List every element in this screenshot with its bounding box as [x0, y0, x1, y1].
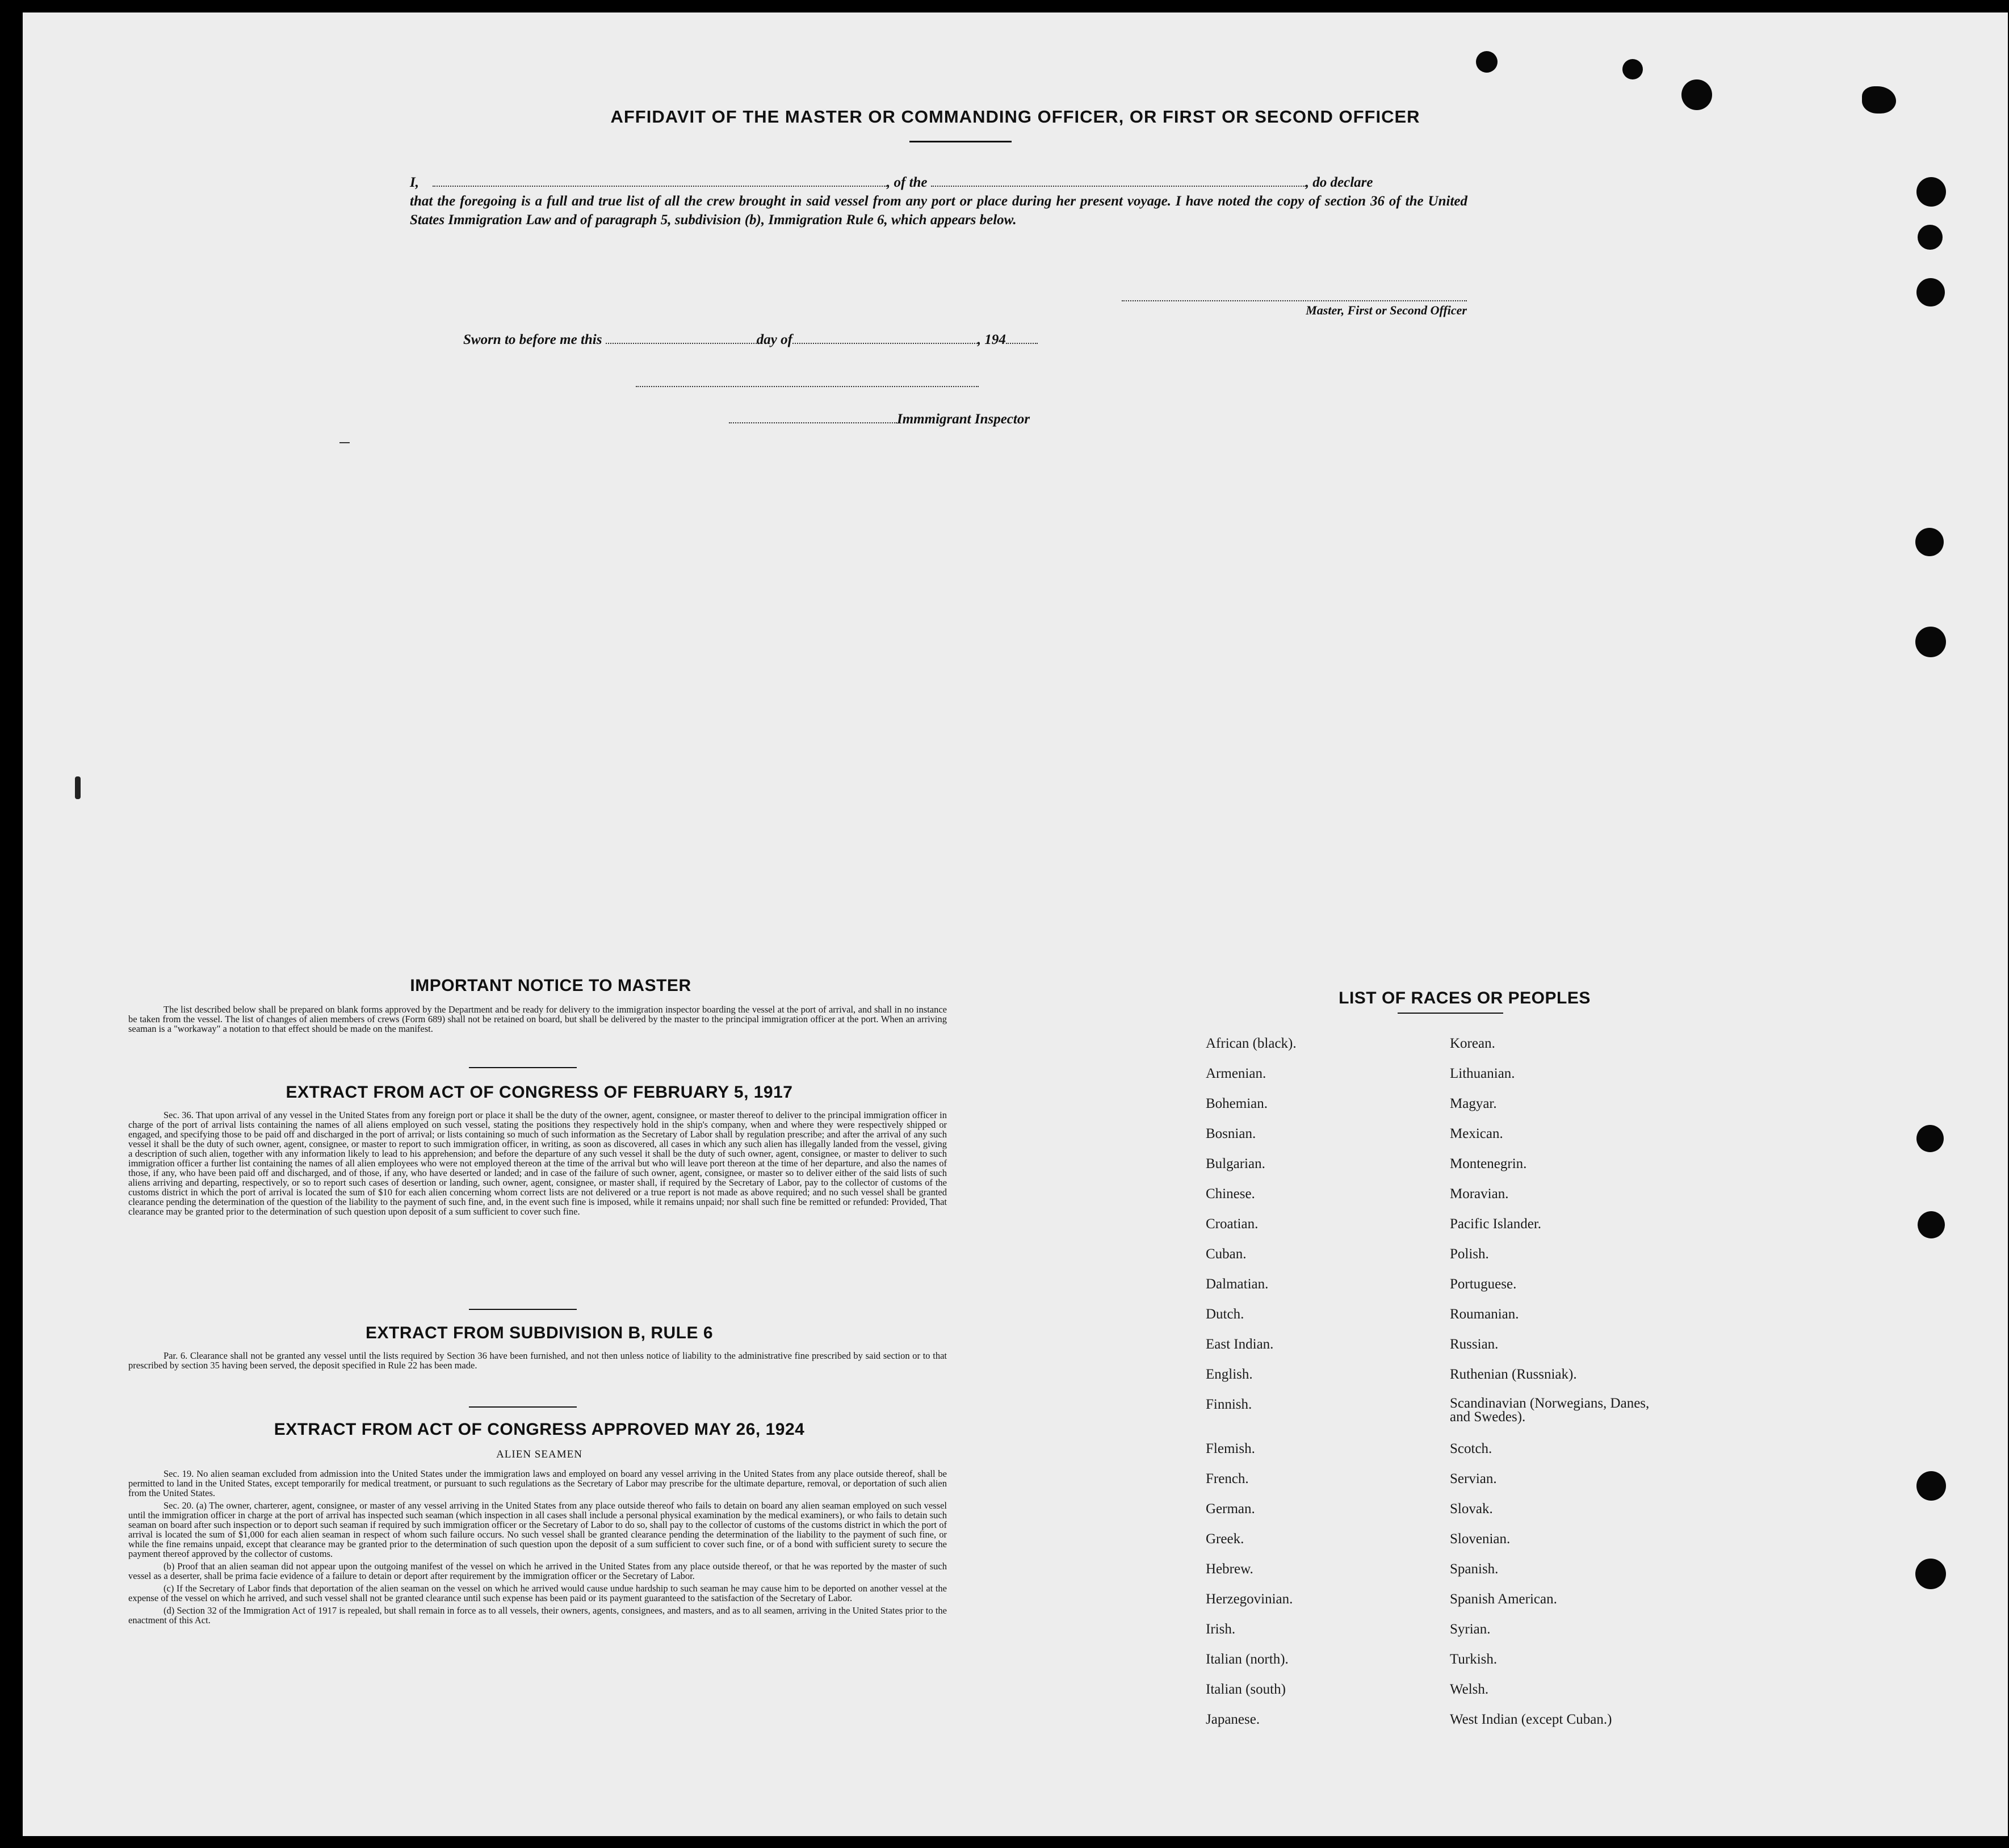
punch-hole [1915, 528, 1944, 556]
races-title-rule [1398, 1013, 1503, 1014]
race-item: Hebrew. [1206, 1561, 1253, 1577]
race-item: Armenian. [1206, 1066, 1266, 1081]
punch-hole [1918, 1211, 1945, 1238]
extract-1917-paragraph: Sec. 36. That upon arrival of any vessel in the United States from any foreign port or place it shall be the duty of the owner, agent, consignee, or master thereof to deliver to the principal immigration officer in charge of the port of arrival lists containing the names of all aliens employed on such vessel, stating the positions they respectively hold in the ship's company, when and where they were respectively shipped or engaged, and specifying those to be paid off and discharged in the port of arrival; or lists containing so much of such information as the Secretary of Labor shall by regulation prescribe; and after the arrival of any such vessel it shall be the duty of such owner, agent, consignee, or master to report to such immigration officer, in writing, as soon as discovered, all cases in which any such alien has illegally landed from the vessel, giving a description of such alien, together with any information likely to lead to his apprehension; and before the departure of any such vessel it shall be the duty of such owner, agent, consignee, or master to deliver to such immigration officer a further list containing the names of all alien employees who were not employed thereon at the time of the arrival but who will leave port thereon at the time of her departure, and also the names of those, if any, who have been paid off and discharged, and of those, if any, who have deserted or landed; and in case of the failure of such owner, agent, consignee, or master so to deliver either of the said lists of such aliens arriving and departing, respectively, or so to report such cases of desertion or landing, such owner, agent, consignee, or master shall, if required by the Secretary of Labor, pay to the collector of customs of the customs district in which the port of arrival is located the sum of $10 for each alien concerning whom correct lists are not delivered or a true report is not made as above required; and no such vessel shall be granted clearance pending the determination of the question of the liability to the payment of such fine, and, in the event such fine is imposed, while it remains unpaid; nor shall such fine be remitted or refunded: Provided, That clearance may be granted prior to the determination of such question upon deposit of a sum sufficient to cover such fine. [128, 1110, 947, 1217]
race-item: Montenegrin. [1450, 1156, 1527, 1171]
notice-text [128, 1005, 947, 1036]
race-item: Bulgarian. [1206, 1156, 1265, 1171]
race-item: German. [1206, 1501, 1255, 1517]
extract-1924-paragraph: (c) If the Secretary of Labor finds that deportation of the alien seaman on the vessel on which he arrived would cause undue hardship to such seaman he may cause him to be deported on another vessel at the expense of the vessel on which he arrived, and such vessel shall not be granted clearance until such expense has been paid or its payment guaranteed to the satisfaction of the Secretary of Labor. [128, 1583, 947, 1603]
section-rule [469, 1406, 577, 1408]
section-rule [469, 1309, 577, 1310]
witness-signature-line[interactable] [636, 386, 979, 387]
extract-rule6-text [128, 1351, 947, 1373]
race-item: Chinese. [1206, 1186, 1255, 1202]
title-rule [909, 141, 1012, 142]
extract-1924-paragraph: Sec. 20. (a) The owner, charterer, agent, consignee, or master of any vessel arriving in the United States from any place outside thereof who fails to detain on board any alien seaman employed on such vessel until the immigration officer in charge at the port of arrival has inspected such seaman (which inspection in all cases shall include a personal physical examination by the medical examiners), or who fails to detain such seaman on board after such inspection or to deport such seaman if required by such immigration officer or the Secretary of Labor to do so, shall pay to the collector of customs of the customs district in which the port of arrival is located the sum of $1,000 for each alien seaman in respect of whom such failure occurs. No such vessel shall be granted clearance pending the determination of the liability to the payment of such fine, or while the fine remains unpaid, except that clearance may be granted prior to the determination of such question upon the deposit of a sum sufficient to cover such fine, or of a bond with sufficient surety to secure the payment thereof approved by the collector of customs. [128, 1500, 947, 1559]
extract-rule6-paragraph: Par. 6. Clearance shall not be granted any vessel until the lists required by Section 36 have been furnished, and not then unless notice of liability to the administrative fine prescribed by said section or to that prescribed by section 35 having been served, the deposit specified in Rule 22 has been made. [128, 1350, 947, 1371]
declaration-declare: , do declare [1305, 175, 1373, 190]
extract-1917-title: EXTRACT FROM ACT OF CONGRESS OF FEBRUARY 5, 1917 [286, 1083, 793, 1102]
sworn-year-blank[interactable] [1006, 331, 1038, 344]
declaration-body: that the foregoing is a full and true list of all the crew brought in said vessel from any port or place during her present voyage. I have noted the copy of section 36 of the United States Immigration Law and of paragraph 5, subdivision (b), Immigration Rule 6, which appears below. [410, 194, 1467, 228]
race-item: Scandinavian (Norwegians, Danes, and Swedes). [1450, 1396, 1650, 1425]
race-item: Finnish. [1206, 1397, 1252, 1412]
race-item: Cuban. [1206, 1246, 1247, 1262]
notice-paragraph: The list described below shall be prepared on blank forms approved by the Department and be ready for delivery to the immigration inspector boarding the vessel at the port of arrival, and shall in no instance be taken from the vessel. The list of changes of alien members of crews (Form 689) shall not be retained on board, but shall be delivered by the master to the principal immigration officer at the port. When an arriving seaman is a "workaway" a notation to that effect should be made on the manifest. [128, 1004, 947, 1034]
race-item: Magyar. [1450, 1096, 1497, 1111]
punch-hole [1916, 278, 1945, 306]
race-item: Japanese. [1206, 1712, 1260, 1727]
extract-1924-subtitle: ALIEN SEAMEN [496, 1448, 582, 1460]
punch-hole [1915, 1559, 1946, 1589]
vessel-blank[interactable] [931, 174, 1306, 187]
race-item: Roumanian. [1450, 1307, 1519, 1322]
race-item: Spanish. [1450, 1561, 1499, 1577]
race-item: Syrian. [1450, 1622, 1491, 1637]
race-item: Italian (north). [1206, 1652, 1289, 1667]
section-rule [469, 1067, 577, 1068]
punch-hole [1915, 627, 1946, 657]
race-item: Italian (south) [1206, 1682, 1286, 1697]
race-item: Turkish. [1450, 1652, 1498, 1667]
inspector-caption: Immmigrant Inspector [897, 411, 1030, 427]
declaration-first-line [410, 173, 1467, 192]
scan-mark [339, 442, 350, 443]
race-item: East Indian. [1206, 1337, 1274, 1352]
race-item: English. [1206, 1367, 1253, 1382]
race-item: Bosnian. [1206, 1126, 1256, 1141]
master-signature-caption: Master, First or Second Officer [1306, 303, 1467, 317]
extract-1924-paragraph: (d) Section 32 of the Immigration Act of 1917 is repealed, but shall remain in force as to all vessels, their owners, agents, consignees, and masters, and as to all seamen, arriving in the United States prior to the enactment of this Act. [128, 1605, 947, 1626]
race-item: Slovenian. [1450, 1531, 1511, 1547]
race-item: Lithuanian. [1450, 1066, 1515, 1081]
race-item: French. [1206, 1471, 1249, 1486]
extract-1924-text [128, 1469, 947, 1628]
scan-mark [75, 776, 81, 799]
inspector-signature-blank[interactable] [729, 411, 897, 423]
races-title: LIST OF RACES OR PEOPLES [1339, 989, 1591, 1007]
extract-1924-paragraph: Sec. 19. No alien seaman excluded from admission into the United States under the immigration laws and employed on board any vessel arriving in the United States from any place outside thereof, shall be permitted to land in the United States, except temporarily for medical treatment, or pursuant to such regulations as the Secretary of Labor may prescribe for the ultimate departure, removal, or deportation of such alien from the United States. [128, 1468, 947, 1498]
extract-1917-text [128, 1110, 947, 1219]
sworn-month-blank[interactable] [792, 331, 978, 344]
document-page [23, 12, 2008, 1836]
race-item: West Indian (except Cuban.) [1450, 1712, 1612, 1727]
master-signature-line[interactable] [1122, 300, 1467, 301]
punch-hole [1918, 225, 1943, 250]
punch-hole [1916, 177, 1946, 207]
race-item: Polish. [1450, 1246, 1489, 1262]
race-item: Portuguese. [1450, 1276, 1517, 1292]
race-item: Russian. [1450, 1337, 1499, 1352]
inspector-line [729, 411, 1030, 427]
race-item: Slovak. [1450, 1501, 1493, 1517]
punch-hole [1476, 51, 1498, 73]
sworn-prefix: Sworn to before me this [463, 332, 602, 347]
race-item: African (black). [1206, 1036, 1297, 1051]
race-item: Greek. [1206, 1531, 1244, 1547]
extract-rule6-title: EXTRACT FROM SUBDIVISION B, RULE 6 [365, 1324, 714, 1342]
race-item: Mexican. [1450, 1126, 1503, 1141]
race-item: Dalmatian. [1206, 1276, 1269, 1292]
declaration-of-the: , of the [887, 175, 928, 190]
name-blank[interactable] [433, 174, 887, 187]
extract-1924-title: EXTRACT FROM ACT OF CONGRESS APPROVED MAY 26, 1924 [274, 1420, 805, 1439]
extract-1924-paragraph: (b) Proof that an alien seaman did not appear upon the outgoing manifest of the vessel on which he arrived in the United States from any place outside thereof, or that he was reported by the master of such vessel as a deserter, shall be prima facie evidence of a failure to detain or deport after requirement by the immigration officer or the Secretary of Labor. [128, 1561, 947, 1581]
punch-hole [1622, 59, 1643, 79]
race-item: Servian. [1450, 1471, 1497, 1486]
race-item: Herzegovinian. [1206, 1591, 1293, 1607]
sworn-day-blank[interactable] [606, 331, 757, 344]
race-item: Welsh. [1450, 1682, 1489, 1697]
punch-hole [1916, 1471, 1946, 1501]
notice-title: IMPORTANT NOTICE TO MASTER [410, 976, 691, 995]
sworn-line [463, 331, 1038, 348]
race-item: Spanish American. [1450, 1591, 1557, 1607]
sworn-day-of: day of [756, 332, 792, 347]
race-item: Pacific Islander. [1450, 1216, 1542, 1232]
race-item: Croatian. [1206, 1216, 1259, 1232]
race-item: Scotch. [1450, 1441, 1492, 1456]
race-item: Ruthenian (Russniak). [1450, 1367, 1577, 1382]
sworn-year: , 194 [977, 332, 1006, 347]
race-item: Dutch. [1206, 1307, 1244, 1322]
race-item: Irish. [1206, 1622, 1236, 1637]
race-item: Flemish. [1206, 1441, 1255, 1456]
affidavit-title: AFFIDAVIT OF THE MASTER OR COMMANDING OFFICER, OR FIRST OR SECOND OFFICER [610, 107, 1420, 127]
race-item: Moravian. [1450, 1186, 1509, 1202]
race-item: Bohemian. [1206, 1096, 1268, 1111]
punch-hole [1681, 79, 1712, 110]
race-item: Korean. [1450, 1036, 1495, 1051]
declaration-i: I, [410, 175, 419, 190]
punch-hole [1916, 1125, 1944, 1152]
